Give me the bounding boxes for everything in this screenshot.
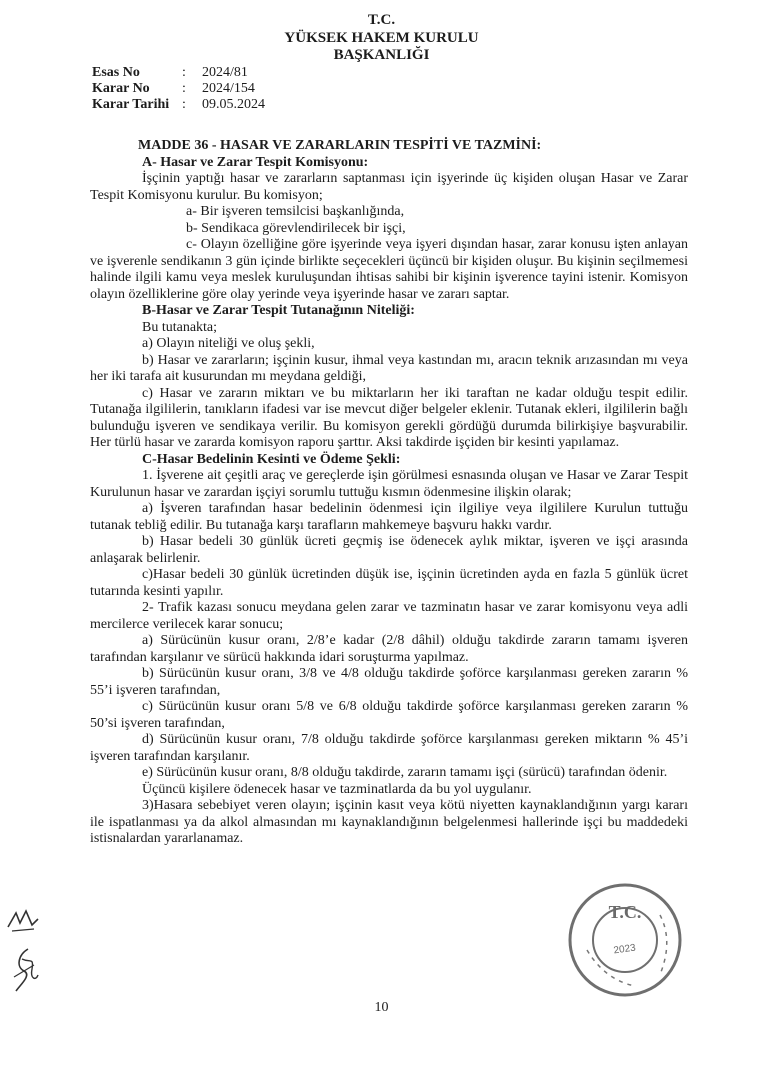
stamp-top-text: T.C. [608,902,642,922]
decision-date-row [92,97,265,113]
section-a-item-a: a- Bir işveren temsilcisi başkanlığında, [186,204,405,219]
stamp-year-text: 2023 [612,942,637,957]
section-c-paragraph-1: 1. İşverene ait çeşitli araç ve gereçlerde işin görülmesi esnasında oluşan ve Hasar ve Zarar Tespit Kurulunun hasar ve zarardan işçiyi sorumlu tuttuğu kısmın ödenmesine ilişkin olarak; [90,468,688,500]
header-line-presidency: BAŞKANLIĞI [333,47,430,63]
page-number: 10 [374,1000,389,1015]
case-number-sep: : [182,65,186,80]
section-c-heading: C-Hasar Bedelinin Kesinti ve Ödeme Şekli: [142,451,401,467]
header-line-institution: YÜKSEK HAKEM KURULU [284,30,479,46]
article-body [90,138,688,848]
margin-initial-signature [4,905,42,935]
section-c-paragraph-2: 2- Trafik kazası sonucu meydana gelen zarar ve tazminatın hasar ve zarar komisyonu veya adli mercilerce verilecek karar sonucu; [90,600,688,632]
traffic-item-e: e) Sürücünün kusur oranı, 8/8 olduğu takdirde, zararın tamamı işçi (sürücü) tarafından ödenir. [142,765,668,780]
decision-number-sep: : [182,81,186,96]
section-b-item-b: b) Hasar ve zararların; işçinin kusur, ihmal veya kastından mı, aracın teknik arızasından mı veya her iki tarafa ait kusurundan mı meydana geldiği, [90,352,688,384]
article-title: MADDE 36 - HASAR VE ZARARLARIN TESPİTİ VE TAZMİNİ: [138,138,542,153]
section-c-paragraph-3: Üçüncü kişilere ödenecek hasar ve tazminatlarda da bu yol uygulanır. [142,781,532,797]
margin-handwritten-signature [8,945,42,995]
decision-date-sep: : [182,97,186,112]
decision-number-value: 2024/154 [202,81,255,96]
header-line-tc: T.C. [367,12,396,28]
traffic-item-b: b) Sürücünün kusur oranı, 3/8 ve 4/8 olduğu takdirde şoförce karşılanması gereken zararın % 55’i işveren tarafından, [90,666,688,698]
section-c-paragraph-4: 3)Hasara sebebiyet veren olayın; işçinin kasıt veya kötü niyetten kaynaklandığının yargı kararı ile ispatlanması ya da alkol almasından mı kaynaklandığının belgelenmesi hallerinde işçi bu maddedeki istisnalardan yararlanamaz. [90,798,688,846]
section-c-item-b: b) Hasar bedeli 30 günlük ücreti geçmiş ise ödenecek aylık miktar, işveren ve işçi arasında anlaşarak belirlenir. [90,534,688,566]
decision-date-value: 09.05.2024 [202,97,265,112]
decision-number-label: Karar No [92,81,150,96]
traffic-item-a: a) Sürücünün kusur oranı, 2/8’e kadar (2/8 dâhil) olduğu takdirde zararın tamamı işveren tarafından karşılanır ve sürücü hakkında idari soruşturma yapılmaz. [90,633,688,665]
traffic-item-c: c) Sürücünün kusur oranı 5/8 ve 6/8 olduğu takdirde şoförce karşılanması gereken zararın % 50’si işveren tarafından, [90,699,688,731]
decision-date-label: Karar Tarihi [92,97,170,112]
section-b-intro: Bu tutanakta; [142,319,218,335]
decision-number-row [92,81,265,97]
section-c-item-a: a) İşveren tarafından hasar bedelinin ödenmesi için ilgiliye veya ilgililere Kurulun tuttuğu tutanak tebliğ edilir. Bu tutanağa karşı tarafların mahkemeye başvuru hakkı vardır. [90,501,688,533]
official-stamp-seal [565,880,685,1000]
section-a-item-c: c- Olayın özelliğine göre işyerinde veya işyeri dışından hasar, zarar konusu işten anlayan ve işverenle sendikanın 3 gün içinde birlikte seçecekleri üçüncü bir kişiden oluşur. Bu kişinin seçilmemesi halinde ilgili kamu veya meslek kuruluşundan ihtisas sahibi bir kişinin işverence tayini istenir. Komisyon olayın özelliklerine göre olay yerinde veya işyerinde hasar ve zararı saptar. [90,237,688,302]
case-number-label: Esas No [92,65,140,80]
section-a-paragraph: İşçinin yaptığı hasar ve zararların saptanması için işyerinde üç kişiden oluşan Hasar ve Zarar Tespit Komisyonu kurulur. Bu komisyon; [90,171,688,203]
case-number-value: 2024/81 [202,65,248,80]
section-c-item-c: c)Hasar bedeli 30 günlük ücretinden düşük ise, işçinin ücretinden ayda en fazla 5 günlük ücret tutarında kesinti yapılır. [90,567,688,599]
section-b-item-a: a) Olayın niteliği ve oluş şekli, [142,336,315,351]
section-b-heading: B-Hasar ve Zarar Tespit Tutanağının Niteliği: [142,303,415,318]
section-a-heading: A- Hasar ve Zarar Tespit Komisyonu: [142,154,369,170]
section-b-item-c: c) Hasar ve zararın miktarı ve bu miktarların her iki taraftan ne kadar olduğu tespit edilir. Tutanağa ilgililerin, tanıkların ifadesi var ise mevcut diğer belgeler eklenir. Tutanak ekleri, ilgililerin bağlı bulunduğu işveren ve sendikaya verilir. Bu komisyon gerekli gördüğü durumda bilirkişiye başvurabilir. Her türlü hasar ve zararda komisyon raporu şarttır. Aksi takdirde işçiden bir kesinti yapılamaz. [90,385,688,450]
section-a-item-b: b- Sendikaca görevlendirilecek bir işçi, [186,220,406,236]
traffic-item-d: d) Sürücünün kusur oranı, 7/8 olduğu takdirde şoförce karşılanması gereken miktarın % 45’i işveren tarafından karşılanır. [90,732,688,764]
case-number-row [92,65,265,81]
case-metadata [92,65,265,113]
